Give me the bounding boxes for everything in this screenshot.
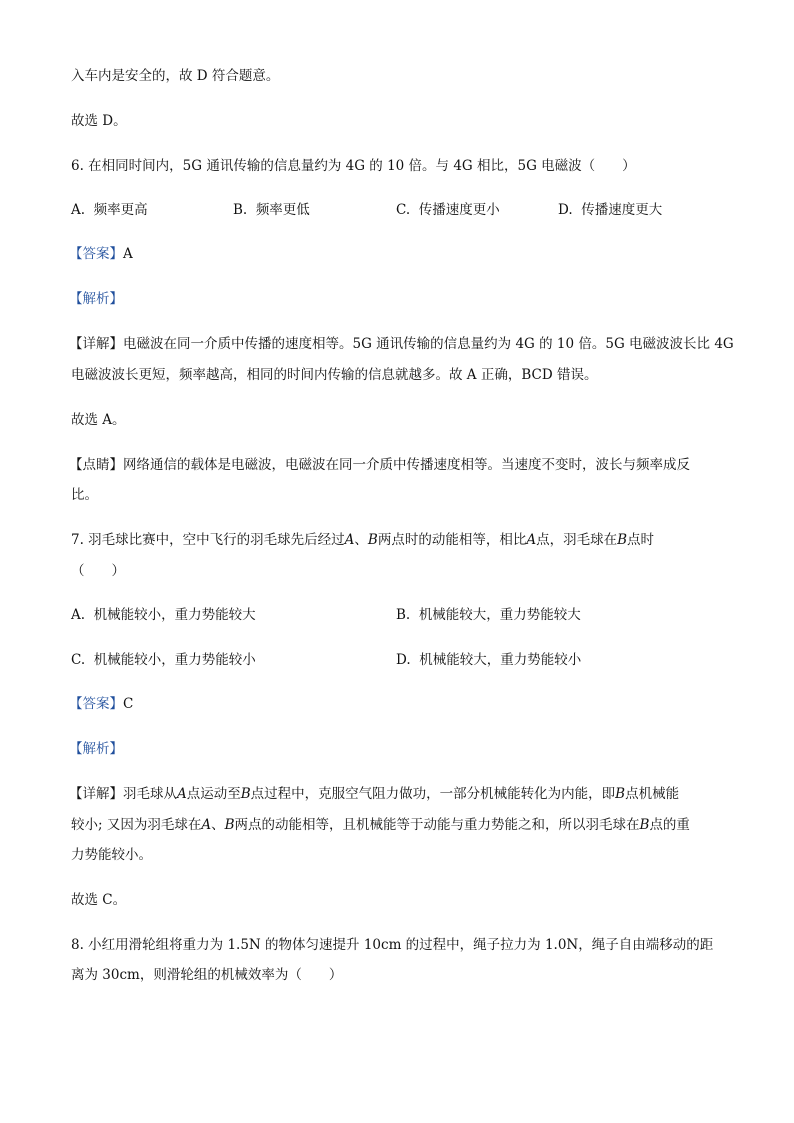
q7-option-b [396, 605, 581, 625]
point-a-label: A [344, 532, 355, 548]
answer-tag: 【答案】 [69, 246, 123, 262]
option-text: 机械能较大，重力势能较小 [419, 652, 582, 668]
detail-text: 点运动至 [186, 786, 241, 802]
detail-text: 点机械能 [625, 786, 680, 802]
q7-stem-line1 [71, 530, 654, 550]
detail-text: 较小; 又因为羽毛球在 [71, 817, 202, 833]
q6-comment-line1 [69, 455, 690, 475]
q7-option-d [396, 650, 581, 670]
answer-value: C [123, 696, 134, 712]
stem-text: 两点时的动能相等，相比 [377, 532, 527, 548]
option-label: D. [396, 652, 411, 668]
point-b-label: B [617, 532, 628, 548]
comment-text: 网络通信的载体是电磁波，电磁波在同一介质中传播速度相等。当速度不变时，波长与频率成反 [123, 457, 690, 473]
option-text: 频率更低 [255, 202, 310, 218]
q6-stem: 6. 在相同时间内，5G 通讯传输的信息量约为 4G 的 10 倍。与 4G 相比，5G 电磁波（ ） [71, 158, 636, 174]
detail-tag: 【详解】 [69, 786, 123, 802]
option-text: 传播速度更大 [581, 202, 663, 218]
q7-detail-line3: 力势能较小。 [71, 847, 152, 863]
q7-option-c [71, 650, 256, 670]
q7-answer [69, 694, 133, 714]
q7-analysis-tag: 【解析】 [69, 741, 123, 757]
prev-answer-continuation: 入车内是安全的，故 D 符合题意。 [71, 68, 280, 84]
stem-text: 点，羽毛球在 [536, 532, 618, 548]
q7-detail-line1 [69, 784, 679, 804]
point-b-label: B [367, 532, 378, 548]
stem-text: 点时 [627, 532, 655, 548]
q6-comment-line2: 比。 [71, 487, 98, 503]
prev-conclusion: 故选 D。 [71, 113, 127, 129]
option-text: 机械能较大，重力势能较大 [418, 607, 581, 623]
option-label: B. [396, 607, 411, 623]
q7-detail-line2 [71, 815, 690, 835]
stem-text: 、 [354, 532, 368, 548]
option-label: D. [558, 202, 573, 218]
option-text: 频率更高 [93, 202, 148, 218]
option-label: C. [396, 202, 411, 218]
detail-text: 点的重 [649, 817, 690, 833]
q6-option-b [233, 200, 310, 220]
detail-tag: 【详解】 [69, 336, 123, 352]
option-text: 传播速度更小 [418, 202, 500, 218]
option-text: 机械能较小，重力势能较小 [93, 652, 256, 668]
q7-stem-line2: （ ） [71, 563, 125, 579]
q6-answer [69, 244, 133, 264]
point-a-label: A [201, 817, 212, 833]
detail-text: 羽毛球从 [123, 786, 177, 802]
stem-text: 7. 羽毛球比赛中，空中飞行的羽毛球先后经过 [71, 532, 345, 548]
q6-conclusion: 故选 A。 [71, 412, 126, 428]
q6-option-c [396, 200, 500, 220]
q6-detail-line1 [69, 334, 734, 354]
point-b-label: B [615, 786, 626, 802]
detail-text: 电磁波在同一介质中传播的速度相等。5G 通讯传输的信息量约为 4G 的 10 倍。5G 电磁波波长比 4G [123, 336, 734, 352]
detail-text: 点过程中，克服空气阻力做功，一部分机械能转化为内能，即 [250, 786, 616, 802]
answer-tag: 【答案】 [69, 696, 123, 712]
option-label: A. [71, 202, 86, 218]
q6-option-d [558, 200, 662, 220]
option-label: B. [233, 202, 248, 218]
q7-option-a [71, 605, 256, 625]
comment-tag: 【点睛】 [69, 457, 123, 473]
point-b-label: B [639, 817, 650, 833]
q6-detail-line2: 电磁波波长更短，频率越高，相同的时间内传输的信息就越多。故 A 正确，BCD 错误。 [71, 367, 598, 383]
q6-option-a [71, 200, 148, 220]
option-label: C. [71, 652, 86, 668]
detail-text: 、 [211, 817, 225, 833]
detail-text: 两点的动能相等，且机械能等于动能与重力势能之和，所以羽毛球在 [234, 817, 640, 833]
point-b-label: B [224, 817, 235, 833]
q8-stem-line1: 8. 小红用滑轮组将重力为 1.5N 的物体匀速提升 10cm 的过程中，绳子拉力为 1.0N，绳子自由端移动的距 [71, 937, 714, 953]
option-text: 机械能较小，重力势能较大 [93, 607, 256, 623]
answer-value: A [123, 246, 133, 262]
q7-conclusion: 故选 C。 [71, 892, 127, 908]
point-b-label: B [240, 786, 251, 802]
q6-analysis-tag: 【解析】 [69, 291, 123, 307]
point-a-label: A [526, 532, 537, 548]
q8-stem-line2: 离为 30cm，则滑轮组的机械效率为（ ） [71, 967, 343, 983]
option-label: A. [71, 607, 86, 623]
point-a-label: A [177, 786, 187, 802]
